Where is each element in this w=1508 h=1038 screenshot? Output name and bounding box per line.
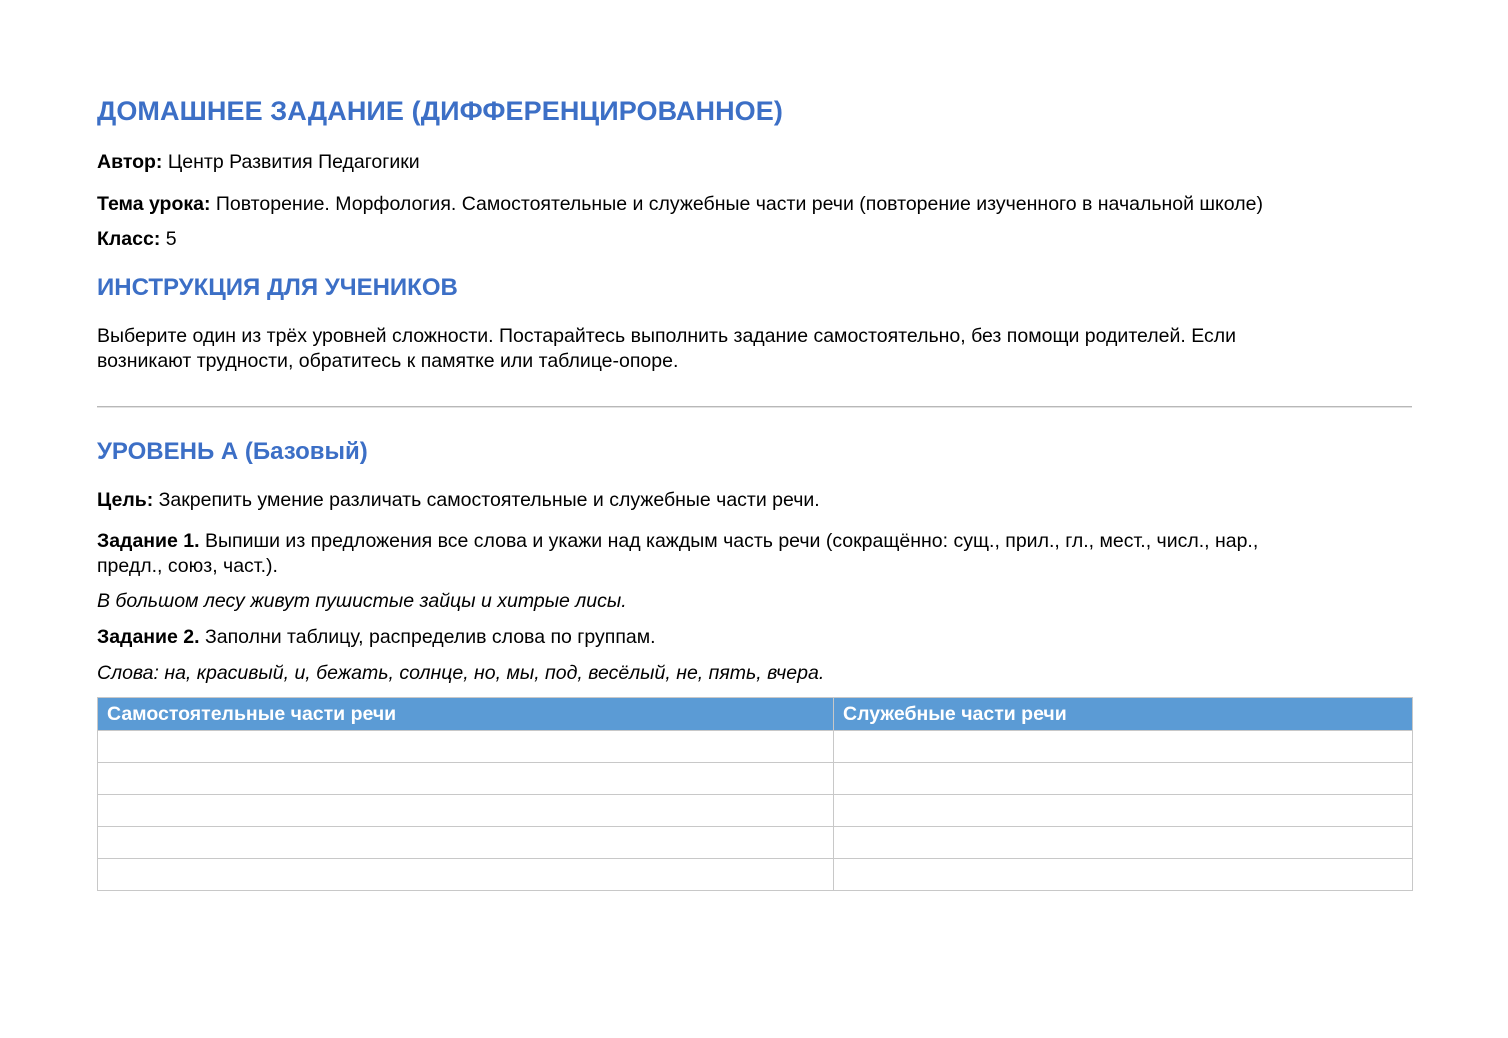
- page-title: ДОМАШНЕЕ ЗАДАНИЕ (ДИФФЕРЕНЦИРОВАННОЕ): [97, 96, 783, 126]
- table-row: [98, 731, 1413, 763]
- grade-label: Класс:: [97, 228, 161, 250]
- table-cell[interactable]: [98, 763, 834, 795]
- instructions-text-line-2: возникают трудности, обратитесь к памятке или таблице-опоре.: [97, 350, 679, 372]
- task2-label: Задание 2.: [97, 626, 200, 648]
- task1-line-1: [97, 529, 1413, 554]
- table-cell[interactable]: [834, 827, 1413, 859]
- table-row: [98, 795, 1413, 827]
- topic-label: Тема урока:: [97, 193, 211, 215]
- task1-text: Выпиши из предложения все слова и укажи над каждым часть речи (сокращённо: сущ., прил., гл., мест., числ., нар.,: [199, 530, 1259, 552]
- table-header-row: [98, 698, 1413, 731]
- task1-sentence: В большом лесу живут пушистые зайцы и хитрые лисы.: [97, 590, 627, 612]
- table-row: [98, 827, 1413, 859]
- grade-value: 5: [160, 228, 177, 250]
- task1-line-2: предл., союз, част.).: [97, 555, 278, 577]
- table-cell[interactable]: [98, 827, 834, 859]
- table-cell[interactable]: [98, 731, 834, 763]
- table-cell[interactable]: [834, 859, 1413, 891]
- table-header-auxiliary: Служебные части речи: [834, 698, 1413, 731]
- task2-line: [97, 625, 1413, 650]
- author-label: Автор:: [97, 151, 163, 173]
- table-cell[interactable]: [834, 795, 1413, 827]
- goal-line: [97, 488, 1413, 513]
- table-row: [98, 763, 1413, 795]
- table-cell[interactable]: [834, 731, 1413, 763]
- horizontal-divider: [97, 406, 1412, 408]
- author-line: [97, 150, 1413, 175]
- task1-label: Задание 1.: [97, 530, 200, 552]
- table-row: [98, 859, 1413, 891]
- goal-value: Закрепить умение различать самостоятельные и служебные части речи.: [153, 489, 820, 511]
- author-value: Центр Развития Педагогики: [162, 151, 420, 173]
- table-cell[interactable]: [98, 795, 834, 827]
- parts-of-speech-table: [97, 697, 1413, 891]
- task2-text: Заполни таблицу, распределив слова по группам.: [199, 626, 656, 648]
- topic-line: [97, 192, 1413, 217]
- instructions-text-line-1: Выберите один из трёх уровней сложности. Постарайтесь выполнить задание самостоятельно, без помощи родителей. Если: [97, 325, 1236, 347]
- topic-value: Повторение. Морфология. Самостоятельные и служебные части речи (повторение изученного в начальной школе): [210, 193, 1263, 215]
- instructions-heading: ИНСТРУКЦИЯ ДЛЯ УЧЕНИКОВ: [97, 274, 458, 301]
- task2-words: Слова: на, красивый, и, бежать, солнце, но, мы, под, весёлый, не, пять, вчера.: [97, 662, 825, 684]
- table-cell[interactable]: [834, 763, 1413, 795]
- table-header-independent: Самостоятельные части речи: [98, 698, 834, 731]
- table-cell[interactable]: [98, 859, 834, 891]
- grade-line: [97, 227, 1413, 252]
- goal-label: Цель:: [97, 489, 154, 511]
- level-a-heading: УРОВЕНЬ А (Базовый): [97, 438, 368, 465]
